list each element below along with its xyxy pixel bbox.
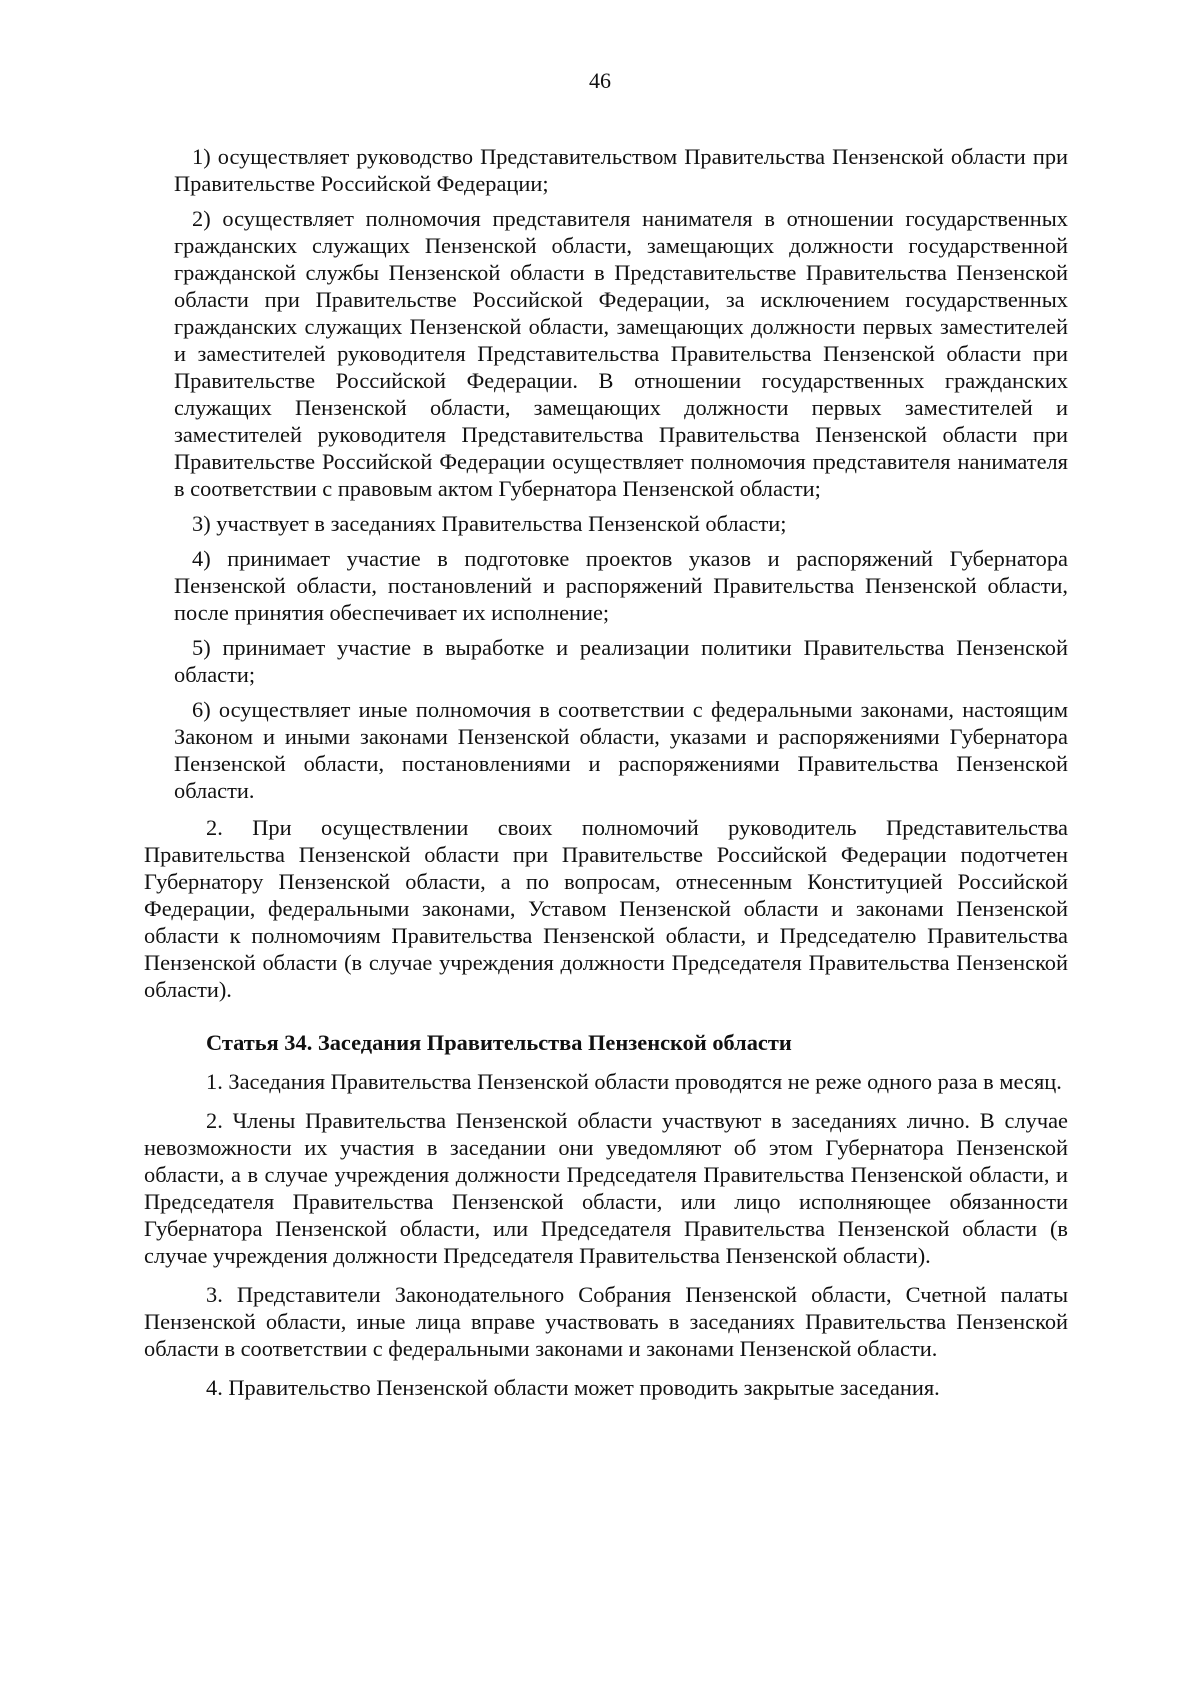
- list-item: 6) осуществляет иные полномочия в соответствии с федеральными законами, настоящим Законом и иными законами Пензенской области, указами и распоряжениями Губернатора Пензенской области, постановлениями и распоряжениями Правительства Пензенской области.: [174, 697, 1068, 803]
- paragraph: 2. При осуществлении своих полномочий руководитель Представительства Правительства Пензенской области при Правительстве Российской Федерации подотчетен Губернатору Пензенской области, а по вопросам, отнесенным Конституцией Российской Федерации, федеральными законами, Уставом Пензенской области и законами Пензенской области к полномочиям Правительства Пензенской области, и Председателю Правительства Пензенской области (в случае учреждения должности Председателя Правительства Пензенской области).: [144, 815, 1068, 1002]
- list-item: 4) принимает участие в подготовке проектов указов и распоряжений Губернатора Пензенской области, постановлений и распоряжений Правительства Пензенской области, после принятия обеспечивает их исполнение;: [174, 546, 1068, 625]
- list-item: 1) осуществляет руководство Представительством Правительства Пензенской области при Правительстве Российской Федерации;: [174, 144, 1068, 196]
- paragraph: 4. Правительство Пензенской области может проводить закрытые заседания.: [206, 1375, 940, 1400]
- page-number: 46: [589, 68, 611, 93]
- list-item: 5) принимает участие в выработке и реализации политики Правительства Пензенской области;: [174, 635, 1068, 687]
- list-item: 2) осуществляет полномочия представителя нанимателя в отношении государственных гражданских служащих Пензенской области, замещающих должности государственной гражданской службы Пензенской области в Представительстве Правительства Пензенской области при Правительстве Российской Федерации, за исключением государственных гражданских служащих Пензенской области, замещающих должности первых заместителей и заместителей руководителя Представительства Правительства Пензенской области при Правительстве Российской Федерации. В отношении государственных гражданских служащих Пензенской области, замещающих должности первых заместителей и заместителей руководителя Представительства Правительства Пензенской области при Правительстве Российской Федерации осуществляет полномочия представителя нанимателя в соответствии с правовым актом Губернатора Пензенской области;: [174, 206, 1068, 501]
- paragraph: 2. Члены Правительства Пензенской области участвуют в заседаниях лично. В случае невозможности их участия в заседании они уведомляют об этом Губернатора Пензенской области, а в случае учреждения должности Председателя Правительства Пензенской области, и Председателя Правительства Пензенской области, или лицо исполняющее обязанности Губернатора Пензенской области, или Председателя Правительства Пензенской области (в случае учреждения должности Председателя Правительства Пензенской области).: [144, 1108, 1068, 1268]
- article-heading: Статья 34. Заседания Правительства Пензенской области: [206, 1030, 792, 1055]
- paragraph: 1. Заседания Правительства Пензенской области проводятся не реже одного раза в месяц.: [206, 1069, 1062, 1094]
- powers-list: [144, 143, 1068, 804]
- document-body: [144, 143, 1068, 1413]
- paragraph: 3. Представители Законодательного Собрания Пензенской области, Счетной палаты Пензенской области, иные лица вправе участвовать в заседаниях Правительства Пензенской области в соответствии с федеральными законами и законами Пензенской области.: [144, 1282, 1068, 1361]
- list-item: 3) участвует в заседаниях Правительства Пензенской области;: [192, 511, 787, 536]
